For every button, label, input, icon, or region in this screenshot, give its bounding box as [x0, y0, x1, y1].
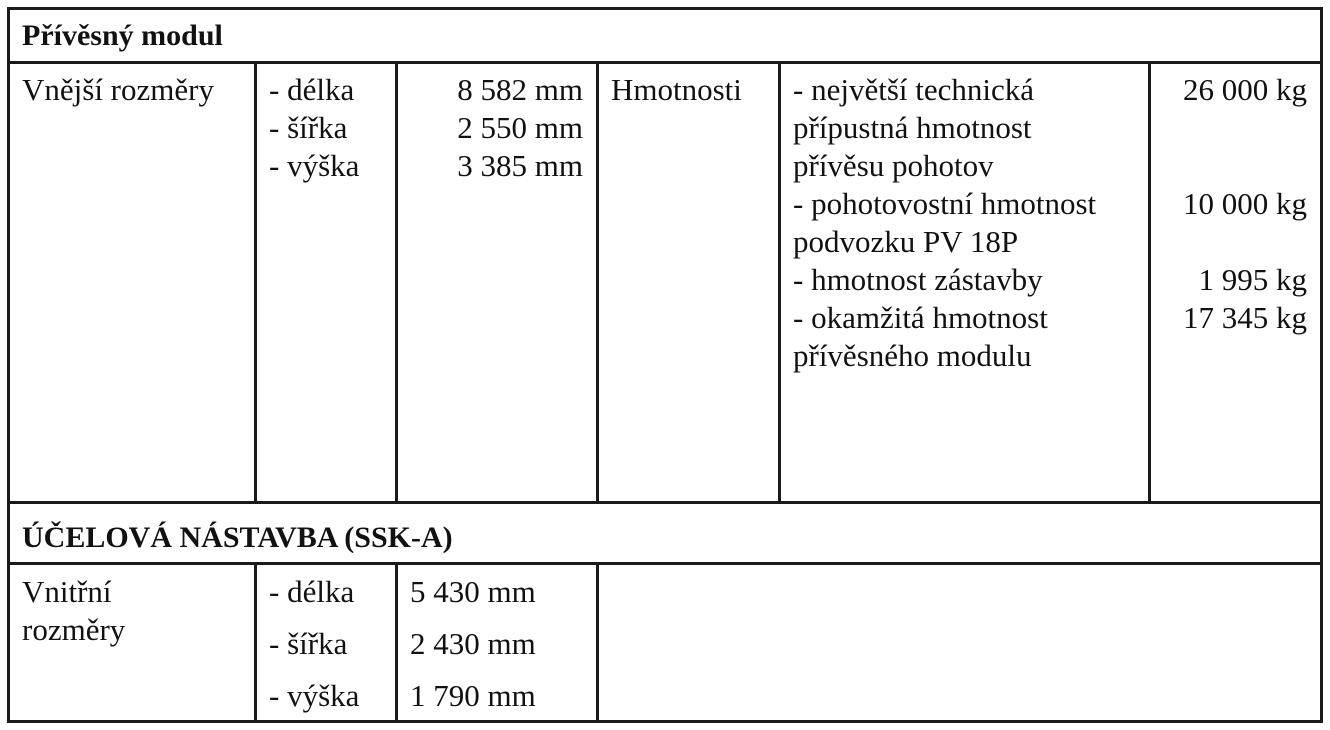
table-divider — [596, 562, 599, 723]
weights-label: Hmotnosti — [611, 72, 742, 107]
outer-dimension-values — [401, 71, 583, 185]
weight-description-line: - okamžitá hmotnost — [793, 300, 1048, 335]
table-divider — [395, 61, 398, 504]
dim-label: - délka — [269, 574, 355, 609]
weight-description-line: podvozku PV 18P — [793, 224, 1019, 259]
inner-label-line: rozměry — [22, 612, 126, 647]
table-divider — [1148, 61, 1151, 504]
weight-description-line: - hmotnost zástavby — [793, 262, 1043, 297]
inner-dimensions-label — [22, 573, 125, 649]
weight-value: 17 345 kg — [1183, 300, 1307, 335]
dim-label: - výška — [269, 678, 360, 713]
table-divider — [254, 562, 257, 723]
dim-value: 3 385 mm — [457, 148, 583, 183]
weight-description-line: - pohotovostní hmotnost — [793, 186, 1097, 221]
table-divider — [7, 562, 1323, 565]
weight-descriptions — [793, 71, 1096, 375]
table-border-left — [7, 7, 10, 723]
table-divider — [395, 562, 398, 723]
weight-description-line: přípustná hmotnost — [793, 110, 1032, 145]
dim-label: - šířka — [269, 110, 348, 145]
dim-value: 2 550 mm — [457, 110, 583, 145]
dim-label: - délka — [269, 72, 355, 107]
dim-value: 2 430 mm — [410, 626, 536, 661]
table-divider — [7, 61, 1323, 64]
dim-label: - šířka — [269, 626, 348, 661]
table-border-bottom — [7, 720, 1323, 723]
table-divider — [7, 501, 1323, 504]
table-divider — [254, 61, 257, 504]
weight-value: 1 995 kg — [1198, 262, 1307, 297]
weight-description-line: přívěsu pohotov — [793, 148, 994, 183]
dim-label: - výška — [269, 148, 360, 183]
section-title: ÚČELOVÁ NÁSTAVBA (SSK-A) — [22, 521, 453, 554]
dim-value: 1 790 mm — [410, 678, 536, 713]
weight-description-line: přívěsného modulu — [793, 338, 1032, 373]
weight-value: 26 000 kg — [1183, 72, 1307, 107]
dim-value: 8 582 mm — [457, 72, 583, 107]
inner-label-line: Vnitřní — [22, 574, 112, 609]
weight-description-line: - největší technická — [793, 72, 1035, 107]
table-border-top — [7, 7, 1323, 10]
outer-dimension-labels — [269, 71, 359, 185]
table-border-right — [1320, 7, 1323, 723]
spec-table — [7, 7, 1323, 723]
table-divider — [778, 61, 781, 504]
outer-dimensions-label: Vnější rozměry — [22, 72, 214, 107]
dim-value: 5 430 mm — [410, 574, 536, 609]
section-title: Přívěsný modul — [22, 19, 223, 52]
weight-value: 10 000 kg — [1183, 186, 1307, 221]
table-divider — [596, 61, 599, 504]
